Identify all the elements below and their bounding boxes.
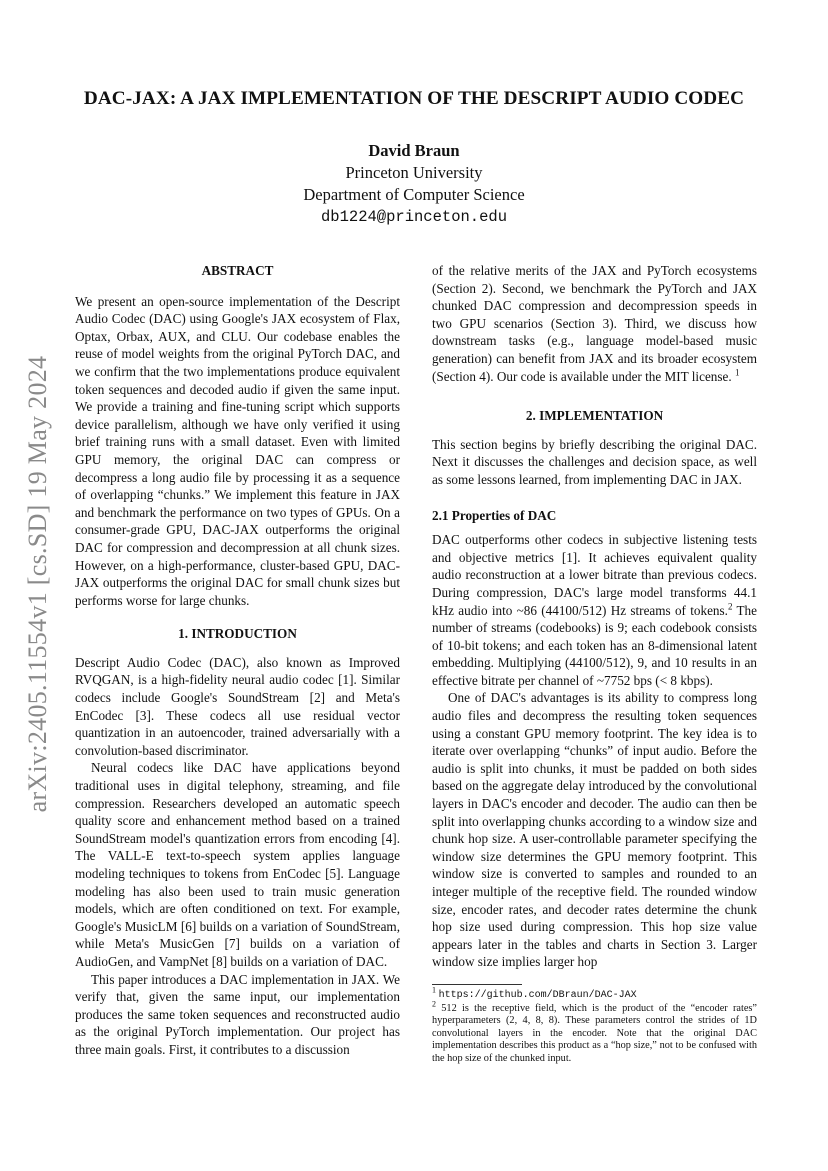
footnote-1-url[interactable]: https://github.com/DBraun/DAC-JAX [438,990,637,1001]
left-column [75,262,400,1059]
properties-paragraph-part-1: DAC outperforms other codecs in subjective listening tests and objective metrics [1]. It achieves equivalent quality audio reconstruction at a lower bitrate than previous codecs. During compression, DAC's large model transforms 44.1 kHz audio into ~86 (44100/512) Hz streams of tokens. [432,532,757,618]
footnotes [432,984,757,1066]
intro-paragraph-2: Neural codecs like DAC have applications beyond traditional uses in digital telephony, streaming, and file compression. Researchers developed an automatic speech quality score and enhancement method based on a trained SoundStream model's quantization errors from encoding [4]. The VALL-E text-to-speech system applies language modeling techniques to tokens from EnCodec [5]. Language modeling has also been used to train music generation models, which are often conditioned on text. For example, Google's MusicLM [6] builds on a variation of SoundStream, while Meta's MusicGen [7] builds on a variation of AudioGen, and VampNet [8] builds on a variation of DAC. [75,760,400,969]
chunking-paragraph: One of DAC's advantages is its ability to compress long audio files and decompress the resulting token sequences using a constant GPU memory footprint. The key idea is to iterate over overlapping “chunks” of input audio. Before the audio is split into chunks, it must be padded on both sides based on the aggregate delay introduced by the convolutional layers in DAC's encoder and decoder. The audio can then be split into overlapping chunks according to a window size and chunk hop size. A user-controllable parameter specifying the window size determines the GPU memory footprint. This window size is converted to samples and rounded to an integer multiple of the receptive field. The rounded window size, encoder rates, and decoder rates determine the chunk hop size used during compression. This hop size value appears later in the tables and charts in Section 3. Larger window size implies larger hop [432,690,757,970]
properties-paragraph-part-2: The number of streams (codebooks) is 9; each codebook consists of 10-bit tokens; and each token has an 8-dimensional latent embedding. Multiplying (44100/512), 9, and 10 results in an effective bitrate per channel of ~7752 bps (< 8 kbps). [432,602,758,688]
introduction-heading: 1. INTRODUCTION [178,626,297,642]
intro-paragraph-1: Descript Audio Codec (DAC), also known as Improved RVQGAN, is a high-fidelity neural audio codec [1]. Similar codecs include Google's SoundStream [2] and Meta's EnCodec [3]. These codecs all use residual vector quantization in an autoencoder, trained adversarially with a convolution-based discriminator. [75,654,400,758]
affiliation-department: Department of Computer Science [303,185,525,204]
footnote-1-number: 1 [432,985,436,995]
properties-paragraph [432,531,757,689]
implementation-paragraph-1: This section begins by briefly describing the original DAC. Next it discusses the challenges and decision space, as well as some lessons learned, from implementing DAC in JAX. [432,436,757,487]
intro-paragraph-3-continued [432,262,757,385]
right-column [432,262,757,971]
footnote-divider [432,984,522,985]
affiliation-university: Princeton University [345,163,483,182]
abstract-heading: ABSTRACT [201,263,274,278]
subsection-heading-properties: 2.1 Properties of DAC [432,507,557,523]
author-name: David Braun [368,141,460,160]
paper-title: DAC-JAX: A JAX IMPLEMENTATION OF THE DESCRIPT AUDIO CODEC [83,88,745,109]
footnote-ref-1: 1 [734,367,740,378]
footnote-2 [432,999,758,1066]
footnote-1 [432,985,757,1003]
arxiv-identifier: arXiv:2405.11554v1 [cs.SD] 19 May 2024 [23,355,52,813]
intro-paragraph-3: This paper introduces a DAC implementation in JAX. We verify that, given the same input, our implementation produces the same token sequences and reconstructed audio as the original PyTorch implementation. Our project has three main goals. First, it contributes to a discussion [75,971,400,1057]
footnote-ref-2: 2 [727,601,733,612]
implementation-heading: 2. IMPLEMENTATION [525,408,664,424]
abstract-text: We present an open-source implementation of the Descript Audio Codec (DAC) using Google's JAX ecosystem of Flax, Optax, Orbax, AUX, and CLU. Our codebase enables the reuse of model weights from the original PyTorch DAC, and we confirm that the two implementations produce equivalent token sequences and decoded audio if given the same input. We provide a training and fine-tuning script which supports device parallelism, although we have only verified it using brief training runs with a small dataset. Even with limited GPU memory, the original DAC can compress or decompress a long audio file by processing it as a sequence of overlapping “chunks.” We implement this feature in JAX and benchmark the performance on two types of GPUs. On a consumer-grade GPU, DAC-JAX outperforms the original DAC for compression and decompression at all chunk sizes. However, on a high-performance, cluster-based GPU, DAC-JAX outperforms the original DAC for small chunk sizes but performs worse for large chunks. [75,293,400,608]
intro-paragraph-3-continued-text: of the relative merits of the JAX and PyTorch ecosystems (Section 2). Second, we benchmark the PyTorch and JAX chunked DAC compression and decompression speeds in two GPU scenarios (Section 3). Third, we discuss how downstream tasks (e.g., language model-based music generation) can benefit from JAX and its broader ecosystem (Section 4). Our code is available under the MIT license. [432,263,757,384]
footnote-2-text: 512 is the receptive field, which is the product of the “encoder rates” hyperparameters (2, 4, 8, 8). These parameters control the strides of 1D convolutional layers in the encoder. Note that the original DAC implementation describes this product as a “hop size,” not to be confused with the hop size of the chunked input. [432,1002,758,1064]
footnote-2-number: 2 [432,999,436,1009]
author-email: db1224@princeton.edu [320,208,508,226]
author-block [0,140,828,228]
